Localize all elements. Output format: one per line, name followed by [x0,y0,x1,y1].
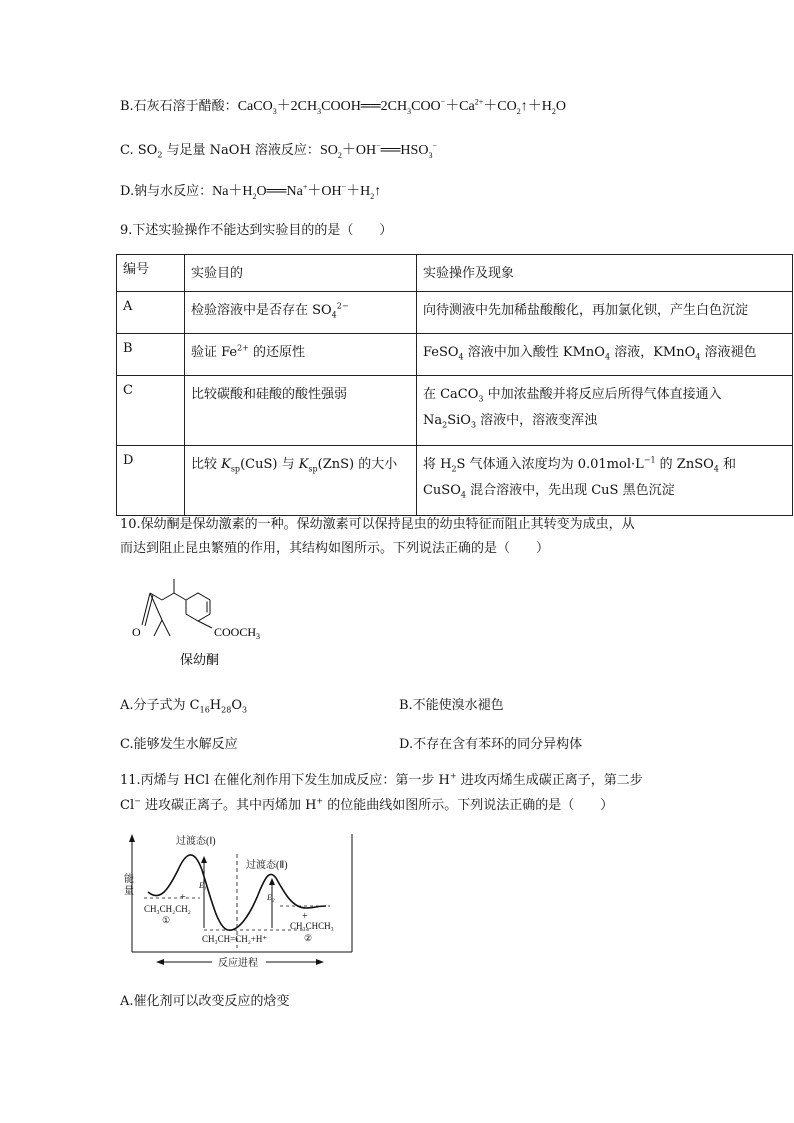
x-axis-label: 反应进程 [218,958,258,969]
row-id: A [117,292,185,334]
q8-option-d: D.钠与水反应：$Na+H_2O══Na^++OH^-+H_2↑$ [120,182,382,201]
q11-question-line2: Cl− 进攻碳正离子。其中丙烯加 H+ 的位能曲线如图所示。下列说法正确的是（ ） [120,796,614,813]
row-op: 向待测液中先加稀盐酸酸化，再加氯化钡，产生白色沉淀 [416,292,792,334]
row-goal: 比较碳酸和硅酸的酸性强弱 [184,376,416,446]
table-row [117,292,793,334]
oxygen-label: O [132,625,141,639]
plus-sign-1: + [180,892,186,903]
q8-option-b: B.石灰石溶于醋酸：$CaCO_3+2CH_3COOH══2CH_3COO^-+Ca^{2+}+CO_2↑+H_2O$ [120,97,566,116]
table-header: 实验目的 [184,255,416,292]
q10-option-a: A.分子式为 $C_{16}H_{28}O_3$ [120,698,248,715]
row-id: C [117,376,185,446]
q10-question-line2: 而达到阻止昆虫繁殖的作用，其结构如图所示。下列说法正确的是（ ） [120,541,550,556]
table-header: 实验操作及现象 [416,255,792,292]
row-goal: 验证 $Fe^{2+}$ 的还原性 [184,334,416,376]
q10-option-b: B.不能使溴水褪色 [399,698,504,713]
q10-option-d: D.不存在含有苯环的同分异构体 [399,737,583,752]
row-op: 将 $H_2S$ 气体通入浓度均为 $0.01mol\cdot L^{-1}$ 的 ZnSO$_4$ 和 CuSO$_4$ 混合溶液中，先出现 CuS 黑色沉淀 [416,446,792,516]
y-axis-label-1: 能 [124,874,134,885]
table-row [117,446,793,516]
q11-question-line1: 11.丙烯与 HCl 在催化剂作用下发生加成反应：第一步 H+ 进攻丙烯生成碳正离子，第二步 [120,771,643,788]
q11-option-a: A.催化剂可以改变反应的焓变 [120,994,290,1009]
table-row [117,334,793,376]
table-row [117,376,793,446]
reactant-label: CH₃CH=CH₂+H⁺ [202,934,268,944]
table-header-row [117,255,793,292]
q9-question: 9.下述实验操作不能达到实验目的的是（ ） [120,223,393,238]
circle-1-label: ① [162,915,171,925]
q9-table [116,254,793,516]
ts1-label: 过渡态(Ⅰ) [176,836,216,847]
ts2-label: 过渡态(Ⅱ) [246,860,288,871]
q10-question-line1: 10.保幼酮是保幼激素的一种。保幼激素可以保持昆虫的幼虫特征而阻止其转变为成虫，从 [120,517,635,532]
energy-profile-diagram [120,830,355,970]
table-header: 编号 [117,255,185,292]
row-op: 在 CaCO$_3$ 中加浓盐酸并将反应后所得气体直接通入 $Na_2SiO_3$ 溶液中，溶液变浑浊 [416,376,792,446]
e2-label: E₂ [267,893,275,902]
q8-option-c: C. $SO_2$ 与足量 NaOH 溶液反应：$SO_2+OH^-══HSO_3^-$ [120,141,437,160]
juvenile-hormone-structure [126,570,296,670]
start-species-label: CH₃CH₂CH₂ [144,904,191,914]
q10-option-c: C.能够发生水解反应 [120,737,238,752]
row-id: B [117,334,185,376]
y-axis-label-2: 量 [124,886,134,897]
row-id: D [117,446,185,516]
circle-2-label: ② [304,933,313,943]
row-op: FeSO$_4$ 溶液中加入酸性 KMnO$_4$ 溶液，KMnO$_4$ 溶液褪色 [416,334,792,376]
ester-label: $COOCH_3$ [214,625,261,641]
product-label: CH₃CHCH₃ [290,921,334,931]
row-goal: 比较 $K_{sp}(CuS)$ 与 $K_{sp}(ZnS)$ 的大小 [184,446,416,516]
structure-caption: 保幼酮 [180,653,220,668]
row-goal: 检验溶液中是否存在 $SO_4^{2-}$ [184,292,416,334]
plus-sign-2: + [302,911,308,922]
e1-label: E₁ [199,881,207,890]
